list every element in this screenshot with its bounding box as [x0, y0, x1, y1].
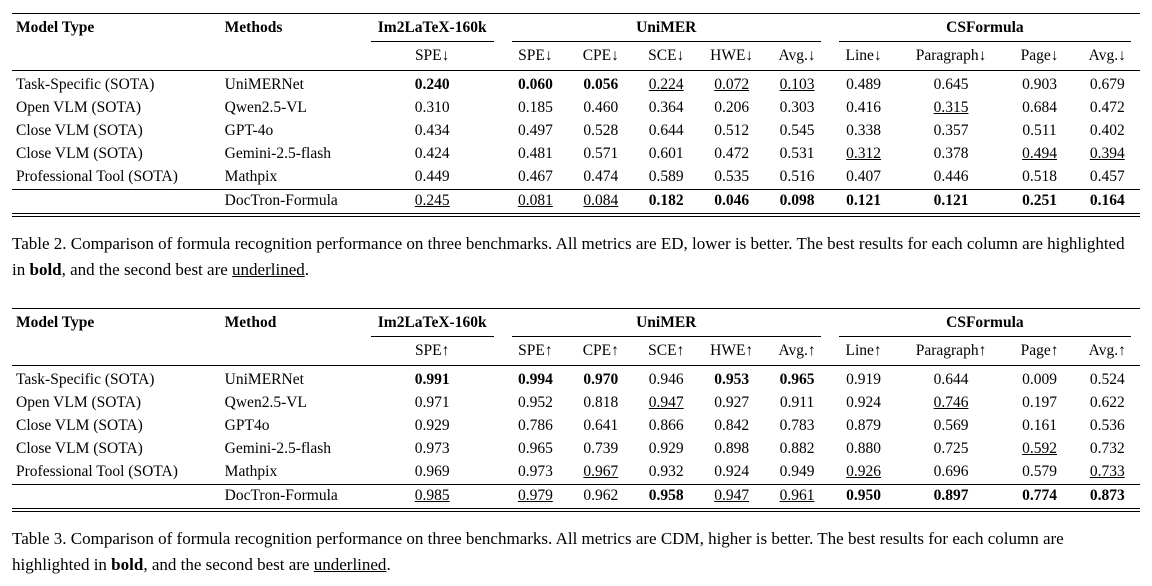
- cell-metric-value: 0.357: [933, 122, 969, 139]
- cell-metric-value: 0.866: [648, 417, 684, 434]
- cell-model-type: Close VLM (SOTA): [16, 145, 143, 162]
- header-metric: CPE↓: [568, 42, 633, 71]
- caption-text: underlined: [232, 259, 305, 279]
- header-metric: HWE↑: [699, 337, 764, 366]
- cell-metric-value: 0.449: [414, 168, 450, 185]
- cell-metric-value: 0.684: [1022, 99, 1057, 116]
- cell-model-type: Task-Specific (SOTA): [16, 76, 155, 93]
- header-metric: Avg.↑: [1075, 337, 1140, 366]
- cell-metric-value: 0.589: [648, 168, 684, 185]
- cell-metric-value: 0.898: [714, 440, 750, 457]
- cell-metric-value: 0.545: [779, 122, 815, 139]
- cell-model-type: [12, 484, 221, 508]
- header-method: Method: [221, 309, 362, 366]
- header-method: Methods: [221, 14, 362, 71]
- cell-metric-value: 0.679: [1089, 76, 1125, 93]
- table-row: [12, 392, 1140, 415]
- cell-metric-value: 0.783: [779, 417, 815, 434]
- cell-metric-value: 0.446: [933, 168, 969, 185]
- cell-method: UniMERNet: [224, 76, 304, 93]
- results-table: [12, 13, 1140, 214]
- caption-text: , and the second best are: [143, 554, 314, 574]
- cell-model-type: Close VLM (SOTA): [16, 122, 143, 139]
- cell-metric-value: 0.929: [414, 417, 450, 434]
- table-head: [12, 14, 1140, 71]
- table-row: [12, 189, 1140, 213]
- cell-metric-value: 0.315: [933, 99, 969, 116]
- table-body: [12, 71, 1140, 214]
- cell-metric-value: 0.644: [648, 122, 684, 139]
- cell-metric-value: 0.947: [699, 484, 764, 508]
- caption-text: underlined: [313, 554, 387, 574]
- cell-metric-value: 0.569: [933, 417, 969, 434]
- caption-text: , and the second best are: [61, 259, 233, 279]
- header-metric: Line↓: [830, 42, 898, 71]
- cell-metric-value: 0.531: [779, 145, 815, 162]
- header-metric: SCE↑: [634, 337, 699, 366]
- cell-metric-value: 0.879: [846, 417, 882, 434]
- cell-method: Mathpix: [224, 168, 278, 185]
- table-row: [12, 143, 1140, 166]
- cell-method: Gemini-2.5-flash: [224, 440, 331, 457]
- cell-metric-value: 0.185: [517, 99, 553, 116]
- caption-text: Table 2. Comparison of formula recognition performance on three benchmarks. All metrics are ED, lower is better. The best results for each column are highlighted in: [12, 234, 1125, 279]
- header-metric: Paragraph↓: [897, 42, 1004, 71]
- cell-method: Mathpix: [224, 463, 278, 480]
- cell-metric-value: 0.971: [414, 394, 450, 411]
- cell-metric-value: 0.958: [634, 484, 699, 508]
- cell-metric-value: 0.364: [648, 99, 684, 116]
- cell-metric-value: 0.965: [779, 371, 815, 388]
- cell-metric-value: 0.950: [830, 484, 898, 508]
- header-metric: Paragraph↑: [897, 337, 1004, 366]
- cell-metric-value: 0.592: [1022, 440, 1057, 457]
- cell-metric-value: 0.601: [648, 145, 684, 162]
- cell-method: DocTron-Formula: [221, 189, 362, 213]
- table-row: [12, 461, 1140, 485]
- cell-metric-value: 0.481: [517, 145, 553, 162]
- cell-metric-value: 0.472: [1089, 99, 1125, 116]
- table3-benchmark-table: [12, 308, 1140, 512]
- table-row: [12, 166, 1140, 190]
- cell-metric-value: 0.725: [933, 440, 969, 457]
- cell-metric-value: 0.161: [1022, 417, 1057, 434]
- cell-metric-value: 0.903: [1022, 76, 1057, 93]
- cell-metric-value: 0.046: [699, 189, 764, 213]
- header-benchmark-group: Im2LaTeX-160k: [362, 14, 503, 43]
- cell-method: GPT4o: [224, 417, 270, 434]
- table-row: [12, 71, 1140, 97]
- cell-metric-value: 0.098: [764, 189, 829, 213]
- header-model-type: Model Type: [12, 14, 221, 71]
- cell-model-type: Task-Specific (SOTA): [16, 371, 155, 388]
- cell-metric-value: 0.882: [779, 440, 815, 457]
- cell-metric-value: 0.973: [517, 463, 553, 480]
- header-benchmark-group: CSFormula: [830, 309, 1140, 338]
- cell-metric-value: 0.474: [583, 168, 619, 185]
- cell-metric-value: 0.407: [846, 168, 882, 185]
- table-row: [12, 415, 1140, 438]
- caption-text: bold: [29, 259, 62, 279]
- cell-metric-value: 0.952: [517, 394, 553, 411]
- cell-metric-value: 0.310: [414, 99, 450, 116]
- cell-metric-value: 0.962: [568, 484, 633, 508]
- cell-metric-value: 0.746: [933, 394, 969, 411]
- cell-method: Qwen2.5-VL: [224, 394, 307, 411]
- table-row: [12, 484, 1140, 508]
- cell-metric-value: 0.378: [933, 145, 969, 162]
- cell-method: Qwen2.5-VL: [224, 99, 307, 116]
- cell-model-type: [12, 189, 221, 213]
- cell-metric-value: 0.081: [503, 189, 568, 213]
- cell-method: GPT-4o: [224, 122, 274, 139]
- table2-section: [12, 13, 1140, 282]
- cell-metric-value: 0.967: [583, 463, 619, 480]
- table-row: [12, 120, 1140, 143]
- caption-text: Table 3. Comparison of formula recognition performance on three benchmarks. All metrics are CDM, higher is better. The best results for each column are highlighted in: [12, 529, 1064, 574]
- table-row: [12, 366, 1140, 392]
- cell-metric-value: 0.424: [414, 145, 450, 162]
- table-body: [12, 366, 1140, 509]
- caption-text: bold: [111, 554, 144, 574]
- cell-metric-value: 0.949: [779, 463, 815, 480]
- cell-metric-value: 0.512: [714, 122, 750, 139]
- cell-metric-value: 0.009: [1022, 371, 1057, 388]
- cell-metric-value: 0.535: [714, 168, 750, 185]
- header-metric: SPE↑: [503, 337, 568, 366]
- cell-metric-value: 0.251: [1005, 189, 1075, 213]
- header-metric: Line↑: [830, 337, 898, 366]
- cell-metric-value: 0.245: [362, 189, 503, 213]
- cell-metric-value: 0.497: [517, 122, 553, 139]
- header-metric: Avg.↑: [764, 337, 829, 366]
- cell-metric-value: 0.224: [648, 76, 684, 93]
- table2-benchmark-table: [12, 13, 1140, 217]
- cell-metric-value: 0.927: [714, 394, 750, 411]
- cell-model-type: Professional Tool (SOTA): [16, 463, 178, 480]
- cell-model-type: Close VLM (SOTA): [16, 440, 143, 457]
- cell-metric-value: 0.965: [517, 440, 553, 457]
- cell-metric-value: 0.536: [1089, 417, 1125, 434]
- cell-metric-value: 0.472: [714, 145, 750, 162]
- cell-metric-value: 0.467: [517, 168, 553, 185]
- cell-metric-value: 0.786: [517, 417, 553, 434]
- cell-metric-value: 0.873: [1075, 484, 1140, 508]
- cell-metric-value: 0.056: [583, 76, 619, 93]
- cell-metric-value: 0.985: [362, 484, 503, 508]
- header-metric: Avg.↓: [764, 42, 829, 71]
- header-metric: SPE↓: [503, 42, 568, 71]
- cell-metric-value: 0.182: [634, 189, 699, 213]
- cell-metric-value: 0.402: [1089, 122, 1125, 139]
- header-metric: Page↑: [1005, 337, 1075, 366]
- cell-method: Gemini-2.5-flash: [224, 145, 331, 162]
- cell-metric-value: 0.644: [933, 371, 969, 388]
- cell-metric-value: 0.818: [583, 394, 619, 411]
- cell-metric-value: 0.528: [583, 122, 619, 139]
- cell-metric-value: 0.416: [846, 99, 882, 116]
- cell-metric-value: 0.696: [933, 463, 969, 480]
- table-row: [12, 97, 1140, 120]
- table3-section: [12, 308, 1140, 577]
- header-benchmark-group: UniMER: [503, 309, 830, 338]
- cell-metric-value: 0.961: [764, 484, 829, 508]
- results-table: [12, 308, 1140, 509]
- cell-metric-value: 0.842: [714, 417, 750, 434]
- caption-text: .: [304, 259, 309, 279]
- cell-metric-value: 0.991: [414, 371, 450, 388]
- cell-metric-value: 0.932: [648, 463, 684, 480]
- cell-metric-value: 0.953: [714, 371, 750, 388]
- cell-metric-value: 0.947: [648, 394, 684, 411]
- cell-model-type: Open VLM (SOTA): [16, 394, 142, 411]
- cell-metric-value: 0.516: [779, 168, 815, 185]
- header-model-type: Model Type: [12, 309, 221, 366]
- cell-metric-value: 0.926: [846, 463, 882, 480]
- header-group-row: [12, 14, 1140, 43]
- cell-metric-value: 0.338: [846, 122, 882, 139]
- header-metric: CPE↑: [568, 337, 633, 366]
- header-benchmark-group: UniMER: [503, 14, 830, 43]
- cell-metric-value: 0.121: [897, 189, 1004, 213]
- cell-metric-value: 0.206: [714, 99, 750, 116]
- header-metric: SPE↓: [362, 42, 503, 71]
- table-caption: [12, 231, 1140, 282]
- cell-method: UniMERNet: [224, 371, 304, 388]
- cell-metric-value: 0.518: [1022, 168, 1057, 185]
- caption-text: .: [386, 554, 391, 574]
- cell-model-type: Open VLM (SOTA): [16, 99, 142, 116]
- cell-metric-value: 0.197: [1022, 394, 1057, 411]
- cell-metric-value: 0.494: [1022, 145, 1057, 162]
- cell-metric-value: 0.240: [414, 76, 450, 93]
- cell-metric-value: 0.457: [1089, 168, 1125, 185]
- cell-metric-value: 0.970: [583, 371, 619, 388]
- cell-metric-value: 0.103: [779, 76, 815, 93]
- cell-metric-value: 0.489: [846, 76, 882, 93]
- cell-metric-value: 0.084: [568, 189, 633, 213]
- cell-metric-value: 0.774: [1005, 484, 1075, 508]
- cell-metric-value: 0.732: [1089, 440, 1125, 457]
- cell-model-type: Professional Tool (SOTA): [16, 168, 178, 185]
- cell-metric-value: 0.579: [1022, 463, 1057, 480]
- cell-metric-value: 0.312: [846, 145, 882, 162]
- header-metric: SCE↓: [634, 42, 699, 71]
- header-metric: Avg.↓: [1075, 42, 1140, 71]
- header-metric: HWE↓: [699, 42, 764, 71]
- cell-metric-value: 0.924: [846, 394, 882, 411]
- header-metric: Page↓: [1005, 42, 1075, 71]
- cell-metric-value: 0.973: [414, 440, 450, 457]
- cell-metric-value: 0.072: [714, 76, 750, 93]
- cell-metric-value: 0.645: [933, 76, 969, 93]
- cell-metric-value: 0.739: [583, 440, 619, 457]
- table-row: [12, 438, 1140, 461]
- header-benchmark-group: Im2LaTeX-160k: [362, 309, 503, 338]
- cell-metric-value: 0.979: [503, 484, 568, 508]
- cell-metric-value: 0.303: [779, 99, 815, 116]
- cell-metric-value: 0.919: [846, 371, 882, 388]
- cell-metric-value: 0.929: [648, 440, 684, 457]
- cell-metric-value: 0.897: [897, 484, 1004, 508]
- cell-metric-value: 0.121: [830, 189, 898, 213]
- cell-metric-value: 0.969: [414, 463, 450, 480]
- cell-metric-value: 0.394: [1089, 145, 1125, 162]
- cell-metric-value: 0.571: [583, 145, 619, 162]
- cell-metric-value: 0.641: [583, 417, 619, 434]
- cell-metric-value: 0.994: [517, 371, 553, 388]
- header-metric: SPE↑: [362, 337, 503, 366]
- cell-method: DocTron-Formula: [221, 484, 362, 508]
- cell-metric-value: 0.622: [1089, 394, 1125, 411]
- cell-metric-value: 0.946: [648, 371, 684, 388]
- cell-metric-value: 0.434: [414, 122, 450, 139]
- cell-model-type: Close VLM (SOTA): [16, 417, 143, 434]
- cell-metric-value: 0.911: [779, 394, 815, 411]
- cell-metric-value: 0.880: [846, 440, 882, 457]
- cell-metric-value: 0.164: [1075, 189, 1140, 213]
- cell-metric-value: 0.060: [517, 76, 553, 93]
- table-head: [12, 309, 1140, 366]
- header-group-row: [12, 309, 1140, 338]
- cell-metric-value: 0.924: [714, 463, 750, 480]
- header-benchmark-group: CSFormula: [830, 14, 1140, 43]
- table-caption: [12, 526, 1140, 577]
- cell-metric-value: 0.511: [1022, 122, 1057, 139]
- cell-metric-value: 0.460: [583, 99, 619, 116]
- cell-metric-value: 0.733: [1089, 463, 1125, 480]
- cell-metric-value: 0.524: [1089, 371, 1125, 388]
